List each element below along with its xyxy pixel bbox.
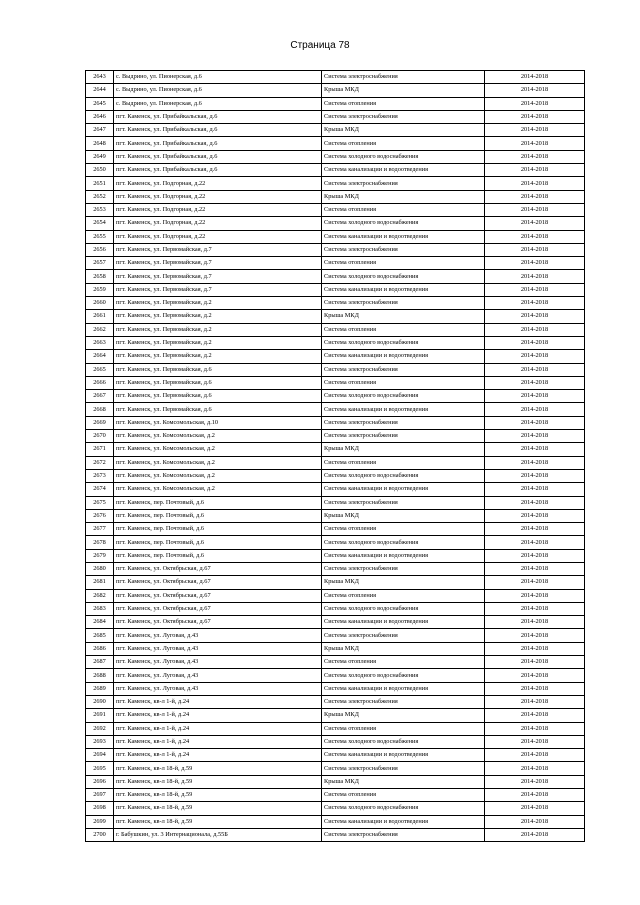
address-cell: пгт. Каменск, ул. Первомайская, д.7 [114, 257, 322, 270]
system-cell: Система холодного водоснабжения [322, 150, 485, 163]
system-cell: Крыша МКД [322, 642, 485, 655]
system-cell: Крыша МКД [322, 190, 485, 203]
address-cell: пгт. Каменск, ул. Луговая, д.43 [114, 629, 322, 642]
period-cell: 2014-2018 [485, 150, 585, 163]
period-cell: 2014-2018 [485, 536, 585, 549]
table-row [86, 203, 585, 216]
row-number-cell: 2665 [86, 363, 114, 376]
row-number-cell: 2644 [86, 84, 114, 97]
address-cell: пгт. Каменск, ул. Первомайская, д.2 [114, 350, 322, 363]
table-row [86, 682, 585, 695]
address-cell: пгт. Каменск, ул. Луговая, д.43 [114, 682, 322, 695]
period-cell: 2014-2018 [485, 110, 585, 123]
table-row [86, 669, 585, 682]
table-row [86, 496, 585, 509]
address-cell: пгт. Каменск, кв-л 18-й, д.59 [114, 815, 322, 828]
address-cell: пгт. Каменск, пер. Почтовый, д.6 [114, 509, 322, 522]
system-cell: Система холодного водоснабжения [322, 270, 485, 283]
address-cell: пгт. Каменск, пер. Почтовый, д.6 [114, 536, 322, 549]
table-row [86, 735, 585, 748]
row-number-cell: 2672 [86, 456, 114, 469]
period-cell: 2014-2018 [485, 483, 585, 496]
table-row [86, 124, 585, 137]
system-cell: Крыша МКД [322, 576, 485, 589]
row-number-cell: 2655 [86, 230, 114, 243]
row-number-cell: 2662 [86, 323, 114, 336]
system-cell: Система электроснабжения [322, 416, 485, 429]
address-cell: пгт. Каменск, кв-л 1-й, д.24 [114, 695, 322, 708]
address-cell: пгт. Каменск, кв-л 18-й, д.59 [114, 802, 322, 815]
address-cell: пгт. Каменск, кв-л 18-й, д.59 [114, 762, 322, 775]
address-cell: с. Выдрино, ул. Пионерская, д.6 [114, 97, 322, 110]
system-cell: Система отопления [322, 789, 485, 802]
table-row [86, 323, 585, 336]
row-number-cell: 2698 [86, 802, 114, 815]
period-cell: 2014-2018 [485, 629, 585, 642]
period-cell: 2014-2018 [485, 709, 585, 722]
row-number-cell: 2651 [86, 177, 114, 190]
row-number-cell: 2677 [86, 523, 114, 536]
period-cell: 2014-2018 [485, 323, 585, 336]
period-cell: 2014-2018 [485, 243, 585, 256]
table-row [86, 576, 585, 589]
row-number-cell: 2679 [86, 549, 114, 562]
row-number-cell: 2675 [86, 496, 114, 509]
row-number-cell: 2646 [86, 110, 114, 123]
address-cell: пгт. Каменск, кв-л 1-й, д.24 [114, 749, 322, 762]
period-cell: 2014-2018 [485, 523, 585, 536]
row-number-cell: 2699 [86, 815, 114, 828]
address-cell: пгт. Каменск, ул. Комсомольская, д.2 [114, 483, 322, 496]
period-cell: 2014-2018 [485, 549, 585, 562]
period-cell: 2014-2018 [485, 682, 585, 695]
table-row [86, 403, 585, 416]
row-number-cell: 2682 [86, 589, 114, 602]
system-cell: Система холодного водоснабжения [322, 602, 485, 615]
system-cell: Система канализации и водоотведения [322, 483, 485, 496]
address-cell: пгт. Каменск, кв-л 1-й, д.24 [114, 722, 322, 735]
period-cell: 2014-2018 [485, 310, 585, 323]
row-number-cell: 2669 [86, 416, 114, 429]
system-cell: Система холодного водоснабжения [322, 217, 485, 230]
address-cell: пгт. Каменск, ул. Прибайкальская, д.6 [114, 137, 322, 150]
table-row [86, 722, 585, 735]
table-body [86, 71, 585, 842]
row-number-cell: 2700 [86, 828, 114, 841]
system-cell: Система электроснабжения [322, 496, 485, 509]
system-cell: Система канализации и водоотведения [322, 549, 485, 562]
table-row [86, 828, 585, 841]
system-cell: Система электроснабжения [322, 363, 485, 376]
table-row [86, 536, 585, 549]
address-cell: пгт. Каменск, ул. Первомайская, д.2 [114, 297, 322, 310]
address-cell: с. Выдрино, ул. Пионерская, д.6 [114, 84, 322, 97]
system-cell: Система холодного водоснабжения [322, 669, 485, 682]
table-row [86, 509, 585, 522]
address-cell: пгт. Каменск, ул. Подгорная, д.22 [114, 177, 322, 190]
row-number-cell: 2659 [86, 283, 114, 296]
row-number-cell: 2654 [86, 217, 114, 230]
period-cell: 2014-2018 [485, 390, 585, 403]
row-number-cell: 2663 [86, 336, 114, 349]
period-cell: 2014-2018 [485, 775, 585, 788]
system-cell: Система электроснабжения [322, 828, 485, 841]
address-cell: пгт. Каменск, ул. Первомайская, д.6 [114, 403, 322, 416]
row-number-cell: 2697 [86, 789, 114, 802]
period-cell: 2014-2018 [485, 749, 585, 762]
system-cell: Система отопления [322, 376, 485, 389]
system-cell: Система холодного водоснабжения [322, 469, 485, 482]
row-number-cell: 2692 [86, 722, 114, 735]
table-row [86, 616, 585, 629]
address-cell: пгт. Каменск, пер. Почтовый, д.6 [114, 549, 322, 562]
period-cell: 2014-2018 [485, 722, 585, 735]
address-cell: пгт. Каменск, ул. Подгорная, д.22 [114, 190, 322, 203]
period-cell: 2014-2018 [485, 642, 585, 655]
period-cell: 2014-2018 [485, 469, 585, 482]
row-number-cell: 2693 [86, 735, 114, 748]
system-cell: Система канализации и водоотведения [322, 616, 485, 629]
table-row [86, 443, 585, 456]
period-cell: 2014-2018 [485, 828, 585, 841]
address-cell: пгт. Каменск, ул. Прибайкальская, д.6 [114, 110, 322, 123]
period-cell: 2014-2018 [485, 669, 585, 682]
address-cell: пгт. Каменск, ул. Подгорная, д.22 [114, 217, 322, 230]
system-cell: Система холодного водоснабжения [322, 802, 485, 815]
row-number-cell: 2687 [86, 656, 114, 669]
table-row [86, 217, 585, 230]
system-cell: Система отопления [322, 323, 485, 336]
address-cell: пгт. Каменск, ул. Первомайская, д.2 [114, 323, 322, 336]
row-number-cell: 2643 [86, 71, 114, 84]
system-cell: Система электроснабжения [322, 695, 485, 708]
system-cell: Система электроснабжения [322, 629, 485, 642]
address-cell: пгт. Каменск, ул. Прибайкальская, д.6 [114, 124, 322, 137]
system-cell: Система электроснабжения [322, 297, 485, 310]
table-row [86, 469, 585, 482]
system-cell: Система электроснабжения [322, 430, 485, 443]
address-cell: пгт. Каменск, ул. Первомайская, д.7 [114, 243, 322, 256]
table-row [86, 164, 585, 177]
system-cell: Система отопления [322, 456, 485, 469]
row-number-cell: 2671 [86, 443, 114, 456]
page-title: Страница 78 [290, 40, 350, 51]
table-row [86, 642, 585, 655]
row-number-cell: 2678 [86, 536, 114, 549]
system-cell: Система отопления [322, 656, 485, 669]
system-cell: Система электроснабжения [322, 110, 485, 123]
address-cell: пгт. Каменск, ул. Комсомольская, д.10 [114, 416, 322, 429]
table-row [86, 257, 585, 270]
table-row [86, 416, 585, 429]
row-number-cell: 2652 [86, 190, 114, 203]
table-row [86, 84, 585, 97]
table-row [86, 97, 585, 110]
period-cell: 2014-2018 [485, 815, 585, 828]
row-number-cell: 2676 [86, 509, 114, 522]
row-number-cell: 2685 [86, 629, 114, 642]
table-row [86, 230, 585, 243]
address-cell: пгт. Каменск, ул. Первомайская, д.7 [114, 270, 322, 283]
row-number-cell: 2688 [86, 669, 114, 682]
row-number-cell: 2647 [86, 124, 114, 137]
row-number-cell: 2686 [86, 642, 114, 655]
system-cell: Система канализации и водоотведения [322, 164, 485, 177]
period-cell: 2014-2018 [485, 363, 585, 376]
period-cell: 2014-2018 [485, 695, 585, 708]
system-cell: Система канализации и водоотведения [322, 749, 485, 762]
table-row [86, 376, 585, 389]
table-row [86, 310, 585, 323]
table-row [86, 709, 585, 722]
row-number-cell: 2650 [86, 164, 114, 177]
table-row [86, 815, 585, 828]
row-number-cell: 2649 [86, 150, 114, 163]
period-cell: 2014-2018 [485, 350, 585, 363]
address-cell: пгт. Каменск, ул. Прибайкальская, д.6 [114, 150, 322, 163]
table-row [86, 589, 585, 602]
table-row [86, 775, 585, 788]
address-cell: пгт. Каменск, ул. Первомайская, д.7 [114, 283, 322, 296]
address-cell: пгт. Каменск, кв-л 18-й, д.59 [114, 789, 322, 802]
table-row [86, 243, 585, 256]
period-cell: 2014-2018 [485, 616, 585, 629]
period-cell: 2014-2018 [485, 443, 585, 456]
period-cell: 2014-2018 [485, 190, 585, 203]
row-number-cell: 2653 [86, 203, 114, 216]
row-number-cell: 2691 [86, 709, 114, 722]
system-cell: Система канализации и водоотведения [322, 815, 485, 828]
address-cell: с. Выдрино, ул. Пионерская, д.6 [114, 71, 322, 84]
period-cell: 2014-2018 [485, 97, 585, 110]
table-row [86, 602, 585, 615]
table-row [86, 150, 585, 163]
row-number-cell: 2680 [86, 562, 114, 575]
system-cell: Система отопления [322, 523, 485, 536]
address-cell: пгт. Каменск, ул. Подгорная, д.22 [114, 203, 322, 216]
period-cell: 2014-2018 [485, 270, 585, 283]
system-cell: Система электроснабжения [322, 71, 485, 84]
period-cell: 2014-2018 [485, 283, 585, 296]
row-number-cell: 2660 [86, 297, 114, 310]
address-cell: пгт. Каменск, ул. Луговая, д.43 [114, 656, 322, 669]
address-cell: пгт. Каменск, ул. Комсомольская, д.2 [114, 456, 322, 469]
table-row [86, 562, 585, 575]
period-cell: 2014-2018 [485, 562, 585, 575]
address-cell: пгт. Каменск, ул. Комсомольская, д.2 [114, 430, 322, 443]
table-row [86, 523, 585, 536]
system-cell: Система отопления [322, 203, 485, 216]
address-cell: пгт. Каменск, пер. Почтовый, д.6 [114, 496, 322, 509]
table-row [86, 283, 585, 296]
row-number-cell: 2648 [86, 137, 114, 150]
table-row [86, 762, 585, 775]
row-number-cell: 2670 [86, 430, 114, 443]
address-cell: пгт. Каменск, ул. Комсомольская, д.2 [114, 469, 322, 482]
address-cell: пгт. Каменск, ул. Комсомольская, д.2 [114, 443, 322, 456]
repair-schedule-table [85, 70, 585, 842]
table-row [86, 350, 585, 363]
row-number-cell: 2674 [86, 483, 114, 496]
address-cell: пгт. Каменск, ул. Луговая, д.43 [114, 669, 322, 682]
period-cell: 2014-2018 [485, 576, 585, 589]
period-cell: 2014-2018 [485, 177, 585, 190]
row-number-cell: 2666 [86, 376, 114, 389]
period-cell: 2014-2018 [485, 789, 585, 802]
address-cell: пгт. Каменск, ул. Октябрьская, д.67 [114, 589, 322, 602]
address-cell: пгт. Каменск, ул. Первомайская, д.6 [114, 363, 322, 376]
system-cell: Система холодного водоснабжения [322, 390, 485, 403]
period-cell: 2014-2018 [485, 203, 585, 216]
row-number-cell: 2664 [86, 350, 114, 363]
period-cell: 2014-2018 [485, 217, 585, 230]
system-cell: Система электроснабжения [322, 243, 485, 256]
row-number-cell: 2657 [86, 257, 114, 270]
system-cell: Система канализации и водоотведения [322, 230, 485, 243]
period-cell: 2014-2018 [485, 509, 585, 522]
period-cell: 2014-2018 [485, 430, 585, 443]
system-cell: Крыша МКД [322, 443, 485, 456]
system-cell: Крыша МКД [322, 124, 485, 137]
table-row [86, 456, 585, 469]
address-cell: пгт. Каменск, ул. Первомайская, д.6 [114, 390, 322, 403]
row-number-cell: 2696 [86, 775, 114, 788]
system-cell: Система отопления [322, 137, 485, 150]
table-row [86, 802, 585, 815]
table-row [86, 110, 585, 123]
address-cell: пгт. Каменск, ул. Первомайская, д.2 [114, 336, 322, 349]
table-row [86, 71, 585, 84]
table-row [86, 549, 585, 562]
table-row [86, 430, 585, 443]
row-number-cell: 2689 [86, 682, 114, 695]
system-cell: Система электроснабжения [322, 762, 485, 775]
system-cell: Крыша МКД [322, 310, 485, 323]
address-cell: пгт. Каменск, ул. Октябрьская, д.67 [114, 562, 322, 575]
address-cell: пгт. Каменск, ул. Луговая, д.43 [114, 642, 322, 655]
address-cell: пгт. Каменск, ул. Первомайская, д.2 [114, 310, 322, 323]
row-number-cell: 2661 [86, 310, 114, 323]
row-number-cell: 2667 [86, 390, 114, 403]
period-cell: 2014-2018 [485, 602, 585, 615]
system-cell: Система отопления [322, 722, 485, 735]
row-number-cell: 2656 [86, 243, 114, 256]
table-row [86, 390, 585, 403]
table-row [86, 297, 585, 310]
period-cell: 2014-2018 [485, 164, 585, 177]
table-row [86, 749, 585, 762]
row-number-cell: 2658 [86, 270, 114, 283]
table-row [86, 789, 585, 802]
address-cell: пгт. Каменск, кв-л 1-й, д.24 [114, 735, 322, 748]
row-number-cell: 2690 [86, 695, 114, 708]
period-cell: 2014-2018 [485, 71, 585, 84]
period-cell: 2014-2018 [485, 84, 585, 97]
period-cell: 2014-2018 [485, 802, 585, 815]
system-cell: Система электроснабжения [322, 562, 485, 575]
table-row [86, 363, 585, 376]
system-cell: Система отопления [322, 257, 485, 270]
row-number-cell: 2668 [86, 403, 114, 416]
period-cell: 2014-2018 [485, 403, 585, 416]
system-cell: Крыша МКД [322, 509, 485, 522]
system-cell: Система отопления [322, 97, 485, 110]
row-number-cell: 2673 [86, 469, 114, 482]
system-cell: Крыша МКД [322, 709, 485, 722]
address-cell: пгт. Каменск, ул. Первомайская, д.6 [114, 376, 322, 389]
table-row [86, 656, 585, 669]
system-cell: Система канализации и водоотведения [322, 682, 485, 695]
address-cell: пгт. Каменск, пер. Почтовый, д.6 [114, 523, 322, 536]
table-row [86, 695, 585, 708]
address-cell: пгт. Каменск, кв-л 1-й, д.24 [114, 709, 322, 722]
address-cell: пгт. Каменск, кв-л 18-й, д.59 [114, 775, 322, 788]
address-cell: пгт. Каменск, ул. Подгорная, д.22 [114, 230, 322, 243]
table-row [86, 629, 585, 642]
period-cell: 2014-2018 [485, 762, 585, 775]
table-row [86, 483, 585, 496]
period-cell: 2014-2018 [485, 137, 585, 150]
row-number-cell: 2695 [86, 762, 114, 775]
system-cell: Крыша МКД [322, 84, 485, 97]
row-number-cell: 2684 [86, 616, 114, 629]
system-cell: Система канализации и водоотведения [322, 283, 485, 296]
row-number-cell: 2645 [86, 97, 114, 110]
system-cell: Система холодного водоснабжения [322, 735, 485, 748]
period-cell: 2014-2018 [485, 257, 585, 270]
period-cell: 2014-2018 [485, 376, 585, 389]
row-number-cell: 2694 [86, 749, 114, 762]
period-cell: 2014-2018 [485, 656, 585, 669]
period-cell: 2014-2018 [485, 230, 585, 243]
system-cell: Система канализации и водоотведения [322, 350, 485, 363]
table-row [86, 137, 585, 150]
period-cell: 2014-2018 [485, 456, 585, 469]
period-cell: 2014-2018 [485, 589, 585, 602]
period-cell: 2014-2018 [485, 336, 585, 349]
system-cell: Система холодного водоснабжения [322, 536, 485, 549]
period-cell: 2014-2018 [485, 496, 585, 509]
system-cell: Крыша МКД [322, 775, 485, 788]
period-cell: 2014-2018 [485, 735, 585, 748]
system-cell: Система отопления [322, 589, 485, 602]
address-cell: г. Бабушкин, ул. 3 Интернационала, д.55Б [114, 828, 322, 841]
system-cell: Система канализации и водоотведения [322, 403, 485, 416]
system-cell: Система электроснабжения [322, 177, 485, 190]
period-cell: 2014-2018 [485, 124, 585, 137]
period-cell: 2014-2018 [485, 297, 585, 310]
address-cell: пгт. Каменск, ул. Октябрьская, д.67 [114, 576, 322, 589]
address-cell: пгт. Каменск, ул. Прибайкальская, д.6 [114, 164, 322, 177]
row-number-cell: 2683 [86, 602, 114, 615]
table-row [86, 190, 585, 203]
address-cell: пгт. Каменск, ул. Октябрьская, д.67 [114, 616, 322, 629]
address-cell: пгт. Каменск, ул. Октябрьская, д.67 [114, 602, 322, 615]
table-row [86, 177, 585, 190]
table-row [86, 270, 585, 283]
table-row [86, 336, 585, 349]
period-cell: 2014-2018 [485, 416, 585, 429]
row-number-cell: 2681 [86, 576, 114, 589]
system-cell: Система холодного водоснабжения [322, 336, 485, 349]
